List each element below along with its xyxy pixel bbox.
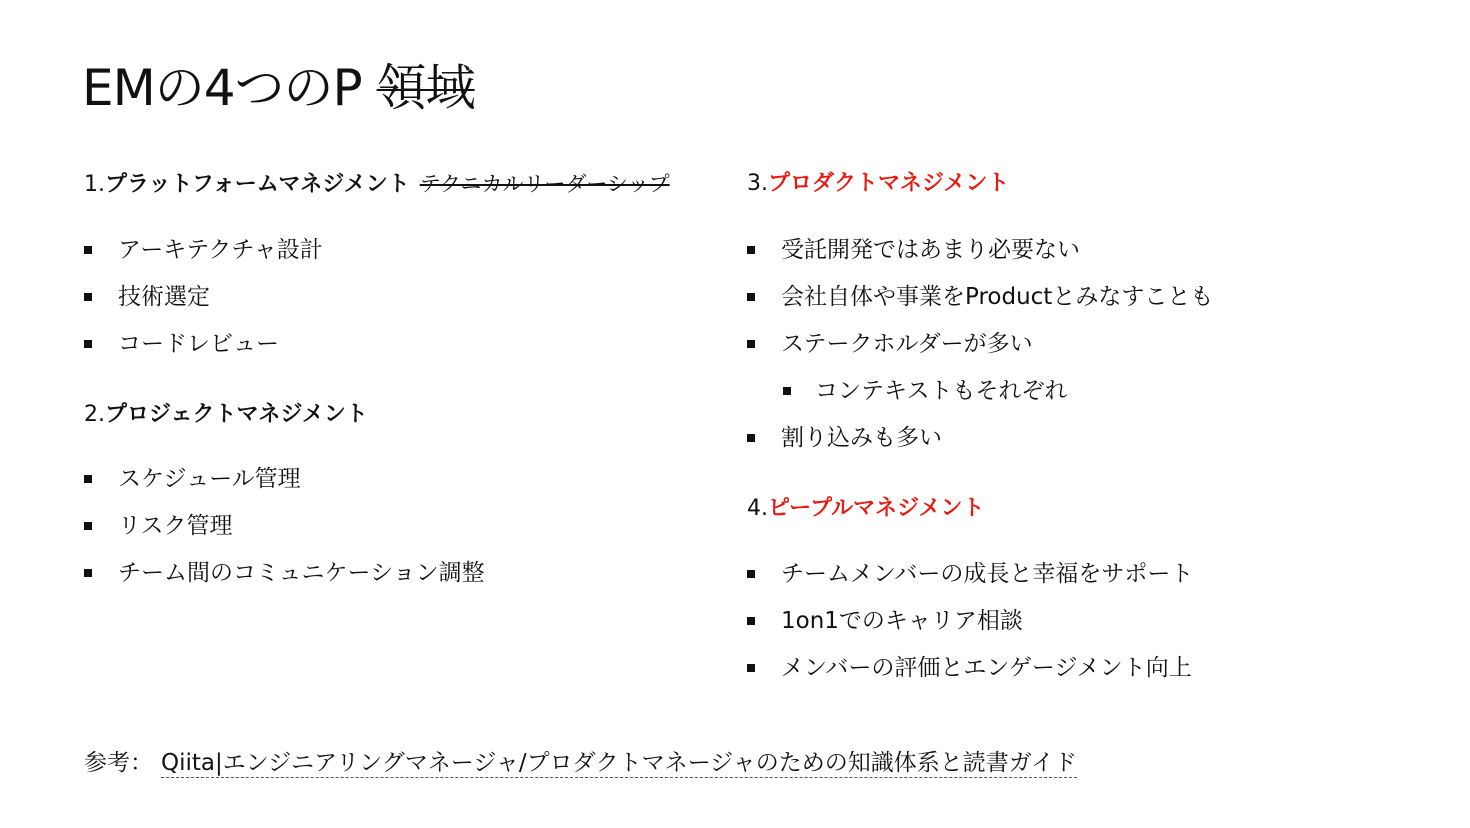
square-bullet-icon — [747, 434, 755, 442]
reference — [84, 744, 1077, 782]
slide-title-struck: 領域 — [376, 59, 475, 117]
reference-label: 参考： — [84, 750, 153, 776]
slide-title-main: EMの4つのP — [82, 59, 362, 117]
section-name: プラットフォームマネジメント — [105, 172, 410, 197]
section-number: 1. — [84, 172, 105, 197]
square-bullet-icon — [84, 246, 92, 254]
section-number: 2. — [84, 402, 105, 427]
slide-title — [82, 56, 475, 120]
square-bullet-icon — [84, 340, 92, 348]
square-bullet-icon — [747, 570, 755, 578]
section-heading-platform — [84, 166, 670, 203]
square-bullet-icon — [84, 293, 92, 301]
section-number: 4. — [747, 496, 768, 521]
section-struck-subtitle: テクニカルリーダーシップ — [419, 172, 670, 196]
square-bullet-icon — [747, 664, 755, 672]
square-bullet-icon — [747, 246, 755, 254]
square-bullet-icon — [747, 617, 755, 625]
square-bullet-icon — [84, 569, 92, 577]
square-bullet-icon — [747, 340, 755, 348]
section-number: 3. — [747, 171, 768, 196]
section-name: プロダクトマネジメント — [768, 171, 1010, 196]
square-bullet-icon — [84, 475, 92, 483]
reference-link[interactable]: Qiita|エンジニアリングマネージャ/プロダクトマネージャのための知識体系と読書ガイド — [161, 750, 1078, 776]
section-name: プロジェクトマネジメント — [105, 402, 368, 427]
square-bullet-icon — [747, 293, 755, 301]
section-heading-project — [84, 397, 368, 433]
square-bullet-icon — [783, 387, 791, 395]
section-heading-product — [747, 166, 1009, 202]
section-heading-people — [747, 491, 984, 527]
section-name: ピープルマネジメント — [768, 496, 985, 521]
square-bullet-icon — [84, 522, 92, 530]
